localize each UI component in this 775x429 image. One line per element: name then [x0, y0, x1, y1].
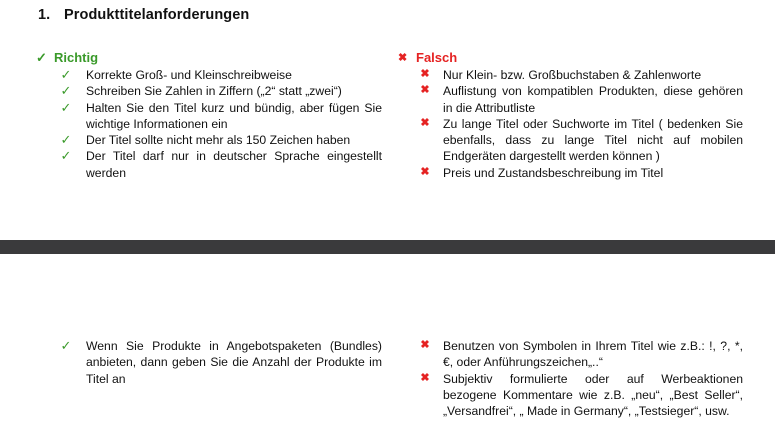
list-item: ✖ Subjektiv formulierte oder auf Werbeaktionen bezogene Kommentare wie z.B. „neu“, „Best Seller“, „Versandfrei“, „ Made in Germany“, „Testsieger“, usw.	[398, 371, 743, 420]
list-item: ✖ Benutzen von Symbolen in Ihrem Titel wie z.B.: !, ?, *, €, oder Anführungszeichen„..“	[398, 338, 743, 371]
cross-icon: ✖	[420, 84, 430, 97]
list-item: ✓ Korrekte Groß- und Kleinschreibweise	[60, 67, 292, 82]
cross-icon: ✖	[398, 52, 408, 65]
document-page-bottom	[0, 254, 775, 429]
correct-list	[36, 67, 382, 181]
list-item: ✓ Der Titel darf nur in deutscher Sprache eingestellt werden	[60, 148, 382, 180]
check-icon: ✓	[60, 67, 72, 82]
check-icon: ✓	[60, 83, 72, 99]
cross-icon: ✖	[420, 371, 430, 384]
wrong-list-continued	[398, 338, 743, 419]
correct-column	[36, 50, 382, 181]
section-heading	[38, 7, 249, 23]
cross-icon: ✖	[420, 116, 430, 129]
correct-column-continued	[36, 338, 382, 387]
section-number: 1.	[38, 7, 51, 23]
wrong-heading-label: Falsch	[416, 50, 458, 66]
correct-heading-label: Richtig	[54, 50, 99, 66]
list-item: ✓ Wenn Sie Produkte in Angebotspaketen (Bundles) anbieten, dann geben Sie die Anzahl der Produkte im Titel an	[60, 338, 382, 386]
list-item: ✖ Nur Klein- bzw. Großbuchstaben & Zahlenworte	[398, 67, 743, 83]
section-title: Produkttitelanforderungen	[64, 7, 250, 23]
wrong-column	[398, 50, 743, 181]
check-icon: ✓	[60, 338, 72, 353]
list-item: ✖ Auflistung von kompatiblen Produkten, diese gehören in die Attributliste	[398, 83, 743, 116]
check-icon: ✓	[60, 148, 72, 164]
wrong-list	[398, 67, 743, 181]
page-separator	[0, 240, 775, 254]
correct-list-continued	[36, 338, 382, 387]
list-item: ✖ Zu lange Titel oder Suchworte im Titel ( bedenken Sie ebenfalls, dass zu lange Titel nicht auf mobilen Endgeräten dargestellt werden können )	[398, 116, 743, 165]
wrong-column-continued	[398, 338, 743, 419]
wrong-heading	[398, 50, 743, 67]
cross-icon: ✖	[420, 339, 430, 351]
list-item: ✓ Halten Sie den Titel kurz und bündig, aber fügen Sie wichtige Informationen ein	[60, 99, 382, 131]
check-icon: ✓	[60, 99, 72, 115]
correct-heading	[36, 50, 382, 67]
cross-icon: ✖	[420, 68, 430, 80]
cross-icon: ✖	[420, 165, 430, 178]
list-item: ✓ Der Titel sollte nicht mehr als 150 Zeichen haben	[60, 132, 351, 148]
check-icon: ✓	[36, 50, 47, 66]
list-item: ✓ Schreiben Sie Zahlen in Ziffern („2“ statt „zwei“)	[60, 83, 342, 99]
list-item: ✖ Preis und Zustandsbeschreibung im Titel	[398, 165, 743, 181]
check-icon: ✓	[60, 132, 72, 148]
